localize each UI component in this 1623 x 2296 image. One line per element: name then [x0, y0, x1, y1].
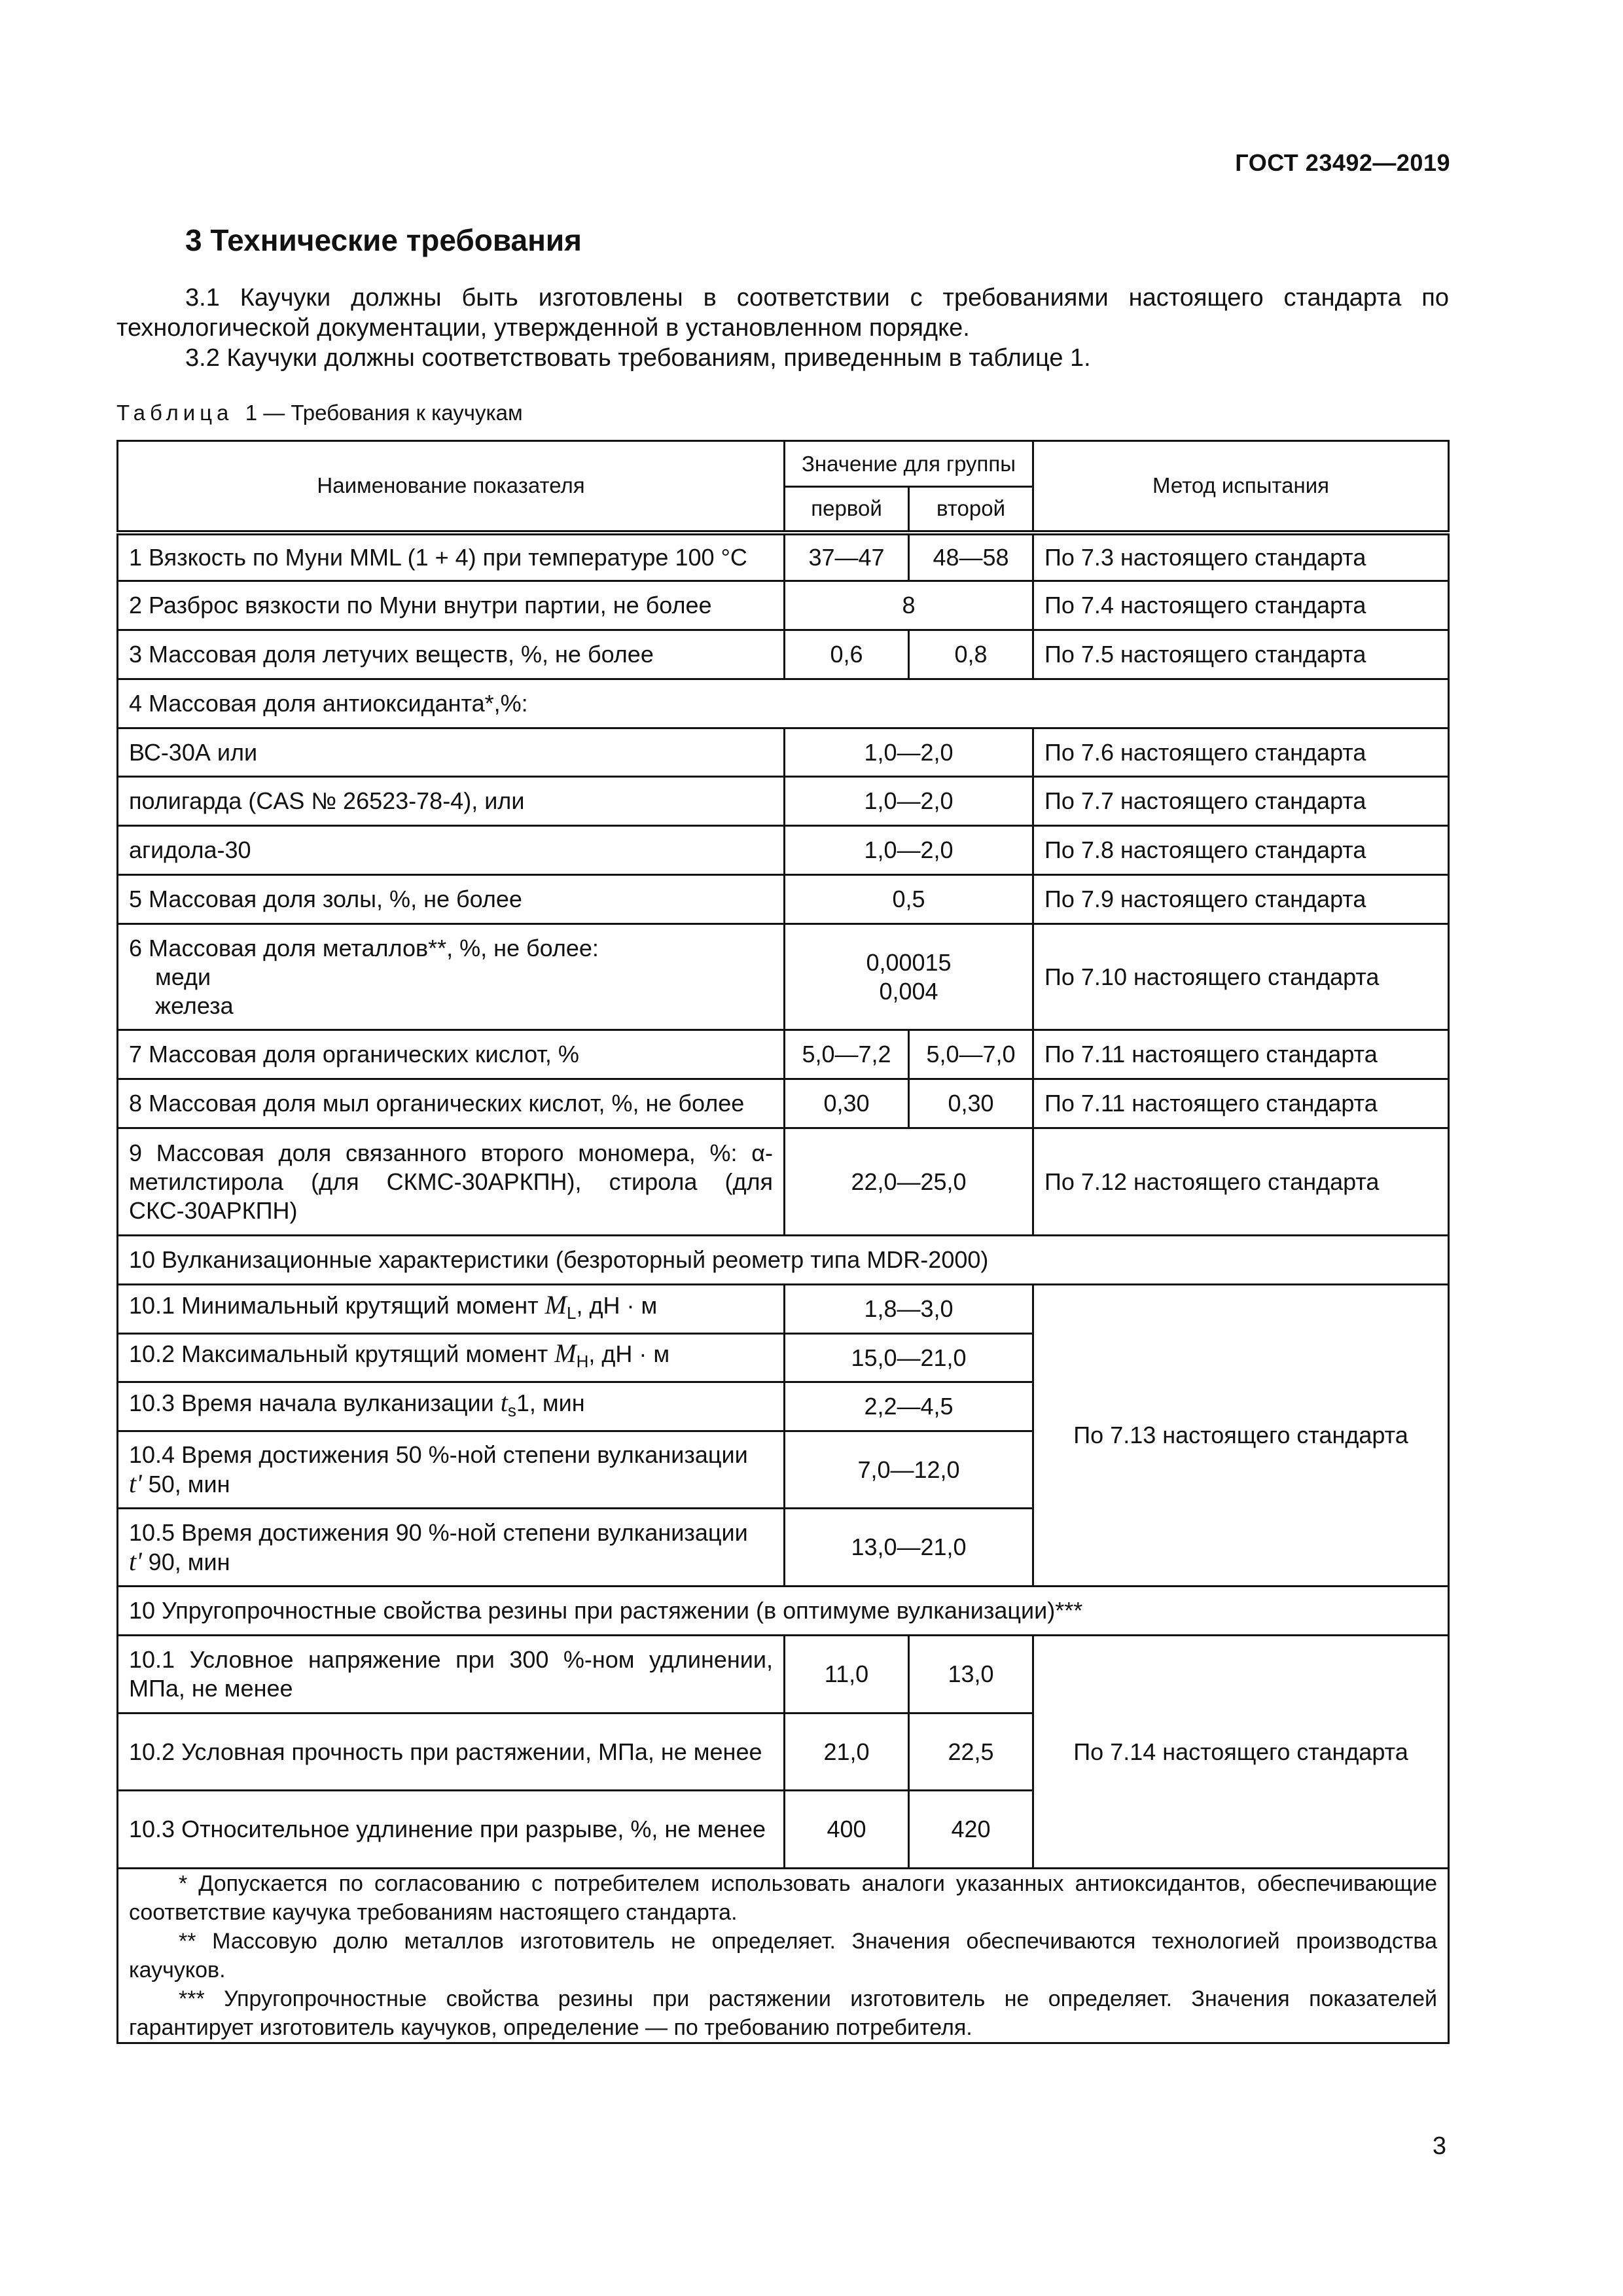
row-value: 8 — [785, 581, 1033, 630]
table-row — [118, 924, 1449, 1030]
table-row — [118, 1636, 1449, 1713]
symbol-subscript: H — [576, 1352, 589, 1372]
standard-code: ГОСТ 23492—2019 — [1235, 149, 1450, 176]
header-name: Наименование показателя — [118, 441, 785, 533]
row-value-first: 5,0—7,2 — [785, 1030, 909, 1079]
row-name: 10.3 Относительное удлинение при разрыве, %, не менее — [118, 1791, 785, 1869]
row-method: По 7.10 настоящего стандарта — [1033, 924, 1449, 1030]
row-name: 10.1 Минимальный крутящий момент — [129, 1291, 545, 1319]
row-name: ВС-30А или — [118, 728, 785, 777]
row-method: По 7.12 настоящего стандарта — [1033, 1128, 1449, 1236]
row-name-cell — [118, 1382, 785, 1431]
header-second-group: второй — [909, 487, 1033, 533]
row-name: 4 Массовая доля антиоксиданта*,%: — [118, 679, 1449, 728]
requirements-table-container — [116, 440, 1448, 2044]
row-value-second: 13,0 — [909, 1636, 1033, 1713]
row-value: 0,004 — [879, 977, 938, 1005]
row-name-suffix: 50, мин — [141, 1471, 230, 1498]
row-name-cell — [118, 1509, 785, 1587]
table-row — [118, 875, 1449, 924]
row-name: полигарда (CAS № 26523-78-4), или — [118, 777, 785, 826]
row-name: 9 Массовая доля связанного второго мономера, %: α-метилстирола (для СКМС-30АРКПН), стирола (для СКС-30АРКПН) — [118, 1128, 785, 1236]
table-row — [118, 728, 1449, 777]
table-row — [118, 1128, 1449, 1236]
note-2: ** Массовую долю металлов изготовитель не определяет. Значения обеспечиваются технологией производства каучуков. — [129, 1929, 1438, 1982]
symbol: M — [554, 1338, 577, 1369]
row-method: По 7.8 настоящего стандарта — [1033, 826, 1449, 875]
row-name: 10.1 Условное напряжение при 300 %-ном удлинении, МПа, не менее — [118, 1636, 785, 1713]
row-name-cell — [118, 1285, 785, 1334]
table-notes-row — [118, 1869, 1449, 2043]
row-value: 0,00015 — [866, 948, 952, 976]
row-method: По 7.4 настоящего стандарта — [1033, 581, 1449, 630]
row-name: 10.3 Время начала вулканизации — [129, 1389, 501, 1416]
table-row — [118, 581, 1449, 630]
row-value: 1,8—3,0 — [785, 1285, 1033, 1334]
row-name: 2 Разброс вязкости по Муни внутри партии, не более — [118, 581, 785, 630]
row-method: По 7.11 настоящего стандарта — [1033, 1079, 1449, 1128]
table-row — [118, 1236, 1449, 1285]
row-value-first: 37—47 — [785, 533, 909, 581]
row-method: По 7.5 настоящего стандарта — [1033, 630, 1449, 679]
header-value: Значение для группы — [785, 441, 1033, 487]
table-row — [118, 1030, 1449, 1079]
paragraph-3-1-text: 3.1 Каучуки должны быть изготовлены в соответствии с требованиями настоящего стандарта по технологической документации, утвержденной в установленном порядке. — [116, 284, 1449, 342]
symbol: t — [500, 1387, 508, 1417]
row-value-first: 21,0 — [785, 1713, 909, 1791]
row-value: 1,0—2,0 — [785, 728, 1033, 777]
section-title: 3 Технические требования — [185, 223, 582, 257]
table-row — [118, 630, 1449, 679]
row-value: 0,5 — [785, 875, 1033, 924]
table-caption-text: 1 — Требования к каучукам — [245, 401, 523, 425]
row-value-second: 5,0—7,0 — [909, 1030, 1033, 1079]
row-value: 15,0—21,0 — [785, 1334, 1033, 1382]
row-subname: меди — [155, 963, 211, 990]
symbol: t' — [129, 1546, 142, 1576]
row-method: По 7.3 настоящего стандарта — [1033, 533, 1449, 581]
row-value: 2,2—4,5 — [785, 1382, 1033, 1431]
row-method: По 7.7 настоящего стандарта — [1033, 777, 1449, 826]
row-value-second: 420 — [909, 1791, 1033, 1869]
row-method: По 7.14 настоящего стандарта — [1033, 1636, 1449, 1869]
table-row — [118, 1079, 1449, 1128]
row-name: 6 Массовая доля металлов**, %, не более: — [129, 934, 599, 961]
row-name: 10 Вулканизационные характеристики (безроторный реометр типа MDR-2000) — [118, 1236, 1449, 1285]
paragraph-3-2 — [116, 343, 1449, 373]
row-name: агидола-30 — [118, 826, 785, 875]
row-name-cell — [118, 1431, 785, 1509]
row-name: 7 Массовая доля органических кислот, % — [118, 1030, 785, 1079]
row-name-suffix: , дН · м — [576, 1291, 658, 1319]
row-name: 5 Массовая доля золы, %, не более — [118, 875, 785, 924]
row-value-second: 48—58 — [909, 533, 1033, 581]
row-method: По 7.13 настоящего стандарта — [1033, 1285, 1449, 1587]
row-value: 1,0—2,0 — [785, 826, 1033, 875]
table-row — [118, 826, 1449, 875]
note-3: *** Упругопрочностные свойства резины при растяжении изготовитель не определяет. Значения показателей гарантирует изготовитель каучуков, определение — по требованию потребителя. — [129, 1986, 1438, 2040]
row-method: По 7.9 настоящего стандарта — [1033, 875, 1449, 924]
row-value: 13,0—21,0 — [785, 1509, 1033, 1587]
row-value-first: 0,6 — [785, 630, 909, 679]
note-1: * Допускается по согласованию с потребителем использовать аналоги указанных антиоксидантов, обеспечивающие соответствие каучука требованиям настоящего стандарта. — [129, 1871, 1438, 1925]
table-caption — [116, 401, 523, 425]
header-first-group: первой — [785, 487, 909, 533]
row-value-second: 22,5 — [909, 1713, 1033, 1791]
table-row — [118, 777, 1449, 826]
paragraph-3-2-text: 3.2 Каучуки должны соответствовать требованиям, приведенным в таблице 1. — [185, 344, 1091, 372]
row-value: 22,0—25,0 — [785, 1128, 1033, 1236]
page-number: 3 — [1432, 2132, 1446, 2160]
symbol: t' — [129, 1469, 142, 1498]
requirements-table — [116, 440, 1450, 2044]
row-name: 10.2 Максимальный крутящий момент — [129, 1340, 555, 1368]
table-header-row — [118, 441, 1449, 487]
symbol-subscript: s — [507, 1401, 516, 1421]
table-notes — [118, 1869, 1449, 2043]
row-value-second: 0,30 — [909, 1079, 1033, 1128]
row-name-cell — [118, 924, 785, 1030]
table-row — [118, 1587, 1449, 1636]
paragraph-3-1 — [116, 283, 1449, 343]
row-value-first: 11,0 — [785, 1636, 909, 1713]
row-method: По 7.11 настоящего стандарта — [1033, 1030, 1449, 1079]
row-name: 10.4 Время достижения 50 %-ной степени вулканизации — [129, 1441, 748, 1468]
row-method: По 7.6 настоящего стандарта — [1033, 728, 1449, 777]
row-value: 1,0—2,0 — [785, 777, 1033, 826]
row-value-first: 0,30 — [785, 1079, 909, 1128]
row-name: 3 Массовая доля летучих веществ, %, не более — [118, 630, 785, 679]
row-subname: железа — [155, 992, 234, 1019]
row-value-first: 400 — [785, 1791, 909, 1869]
table-row — [118, 1285, 1449, 1334]
table-caption-label: Таблица — [116, 401, 234, 425]
row-name: 8 Массовая доля мыл органических кислот, %, не более — [118, 1079, 785, 1128]
table-row — [118, 533, 1449, 581]
row-name-suffix: 90, мин — [141, 1548, 230, 1575]
header-method: Метод испытания — [1033, 441, 1449, 533]
table-row — [118, 679, 1449, 728]
row-value-cell — [785, 924, 1033, 1030]
symbol-subscript: L — [567, 1303, 577, 1323]
row-name-cell — [118, 1334, 785, 1382]
row-name: 10 Упругопрочностные свойства резины при растяжении (в оптимуме вулканизации)*** — [118, 1587, 1449, 1636]
row-name: 10.2 Условная прочность при растяжении, МПа, не менее — [118, 1713, 785, 1791]
row-value: 7,0—12,0 — [785, 1431, 1033, 1509]
row-name: 10.5 Время достижения 90 %-ной степени вулканизации — [129, 1518, 748, 1546]
row-name-suffix: 1, мин — [516, 1389, 585, 1416]
row-name: 1 Вязкость по Муни MML (1 + 4) при температуре 100 °С — [118, 533, 785, 581]
symbol: M — [544, 1289, 567, 1319]
row-name-suffix: , дН · м — [588, 1340, 670, 1368]
row-value-second: 0,8 — [909, 630, 1033, 679]
